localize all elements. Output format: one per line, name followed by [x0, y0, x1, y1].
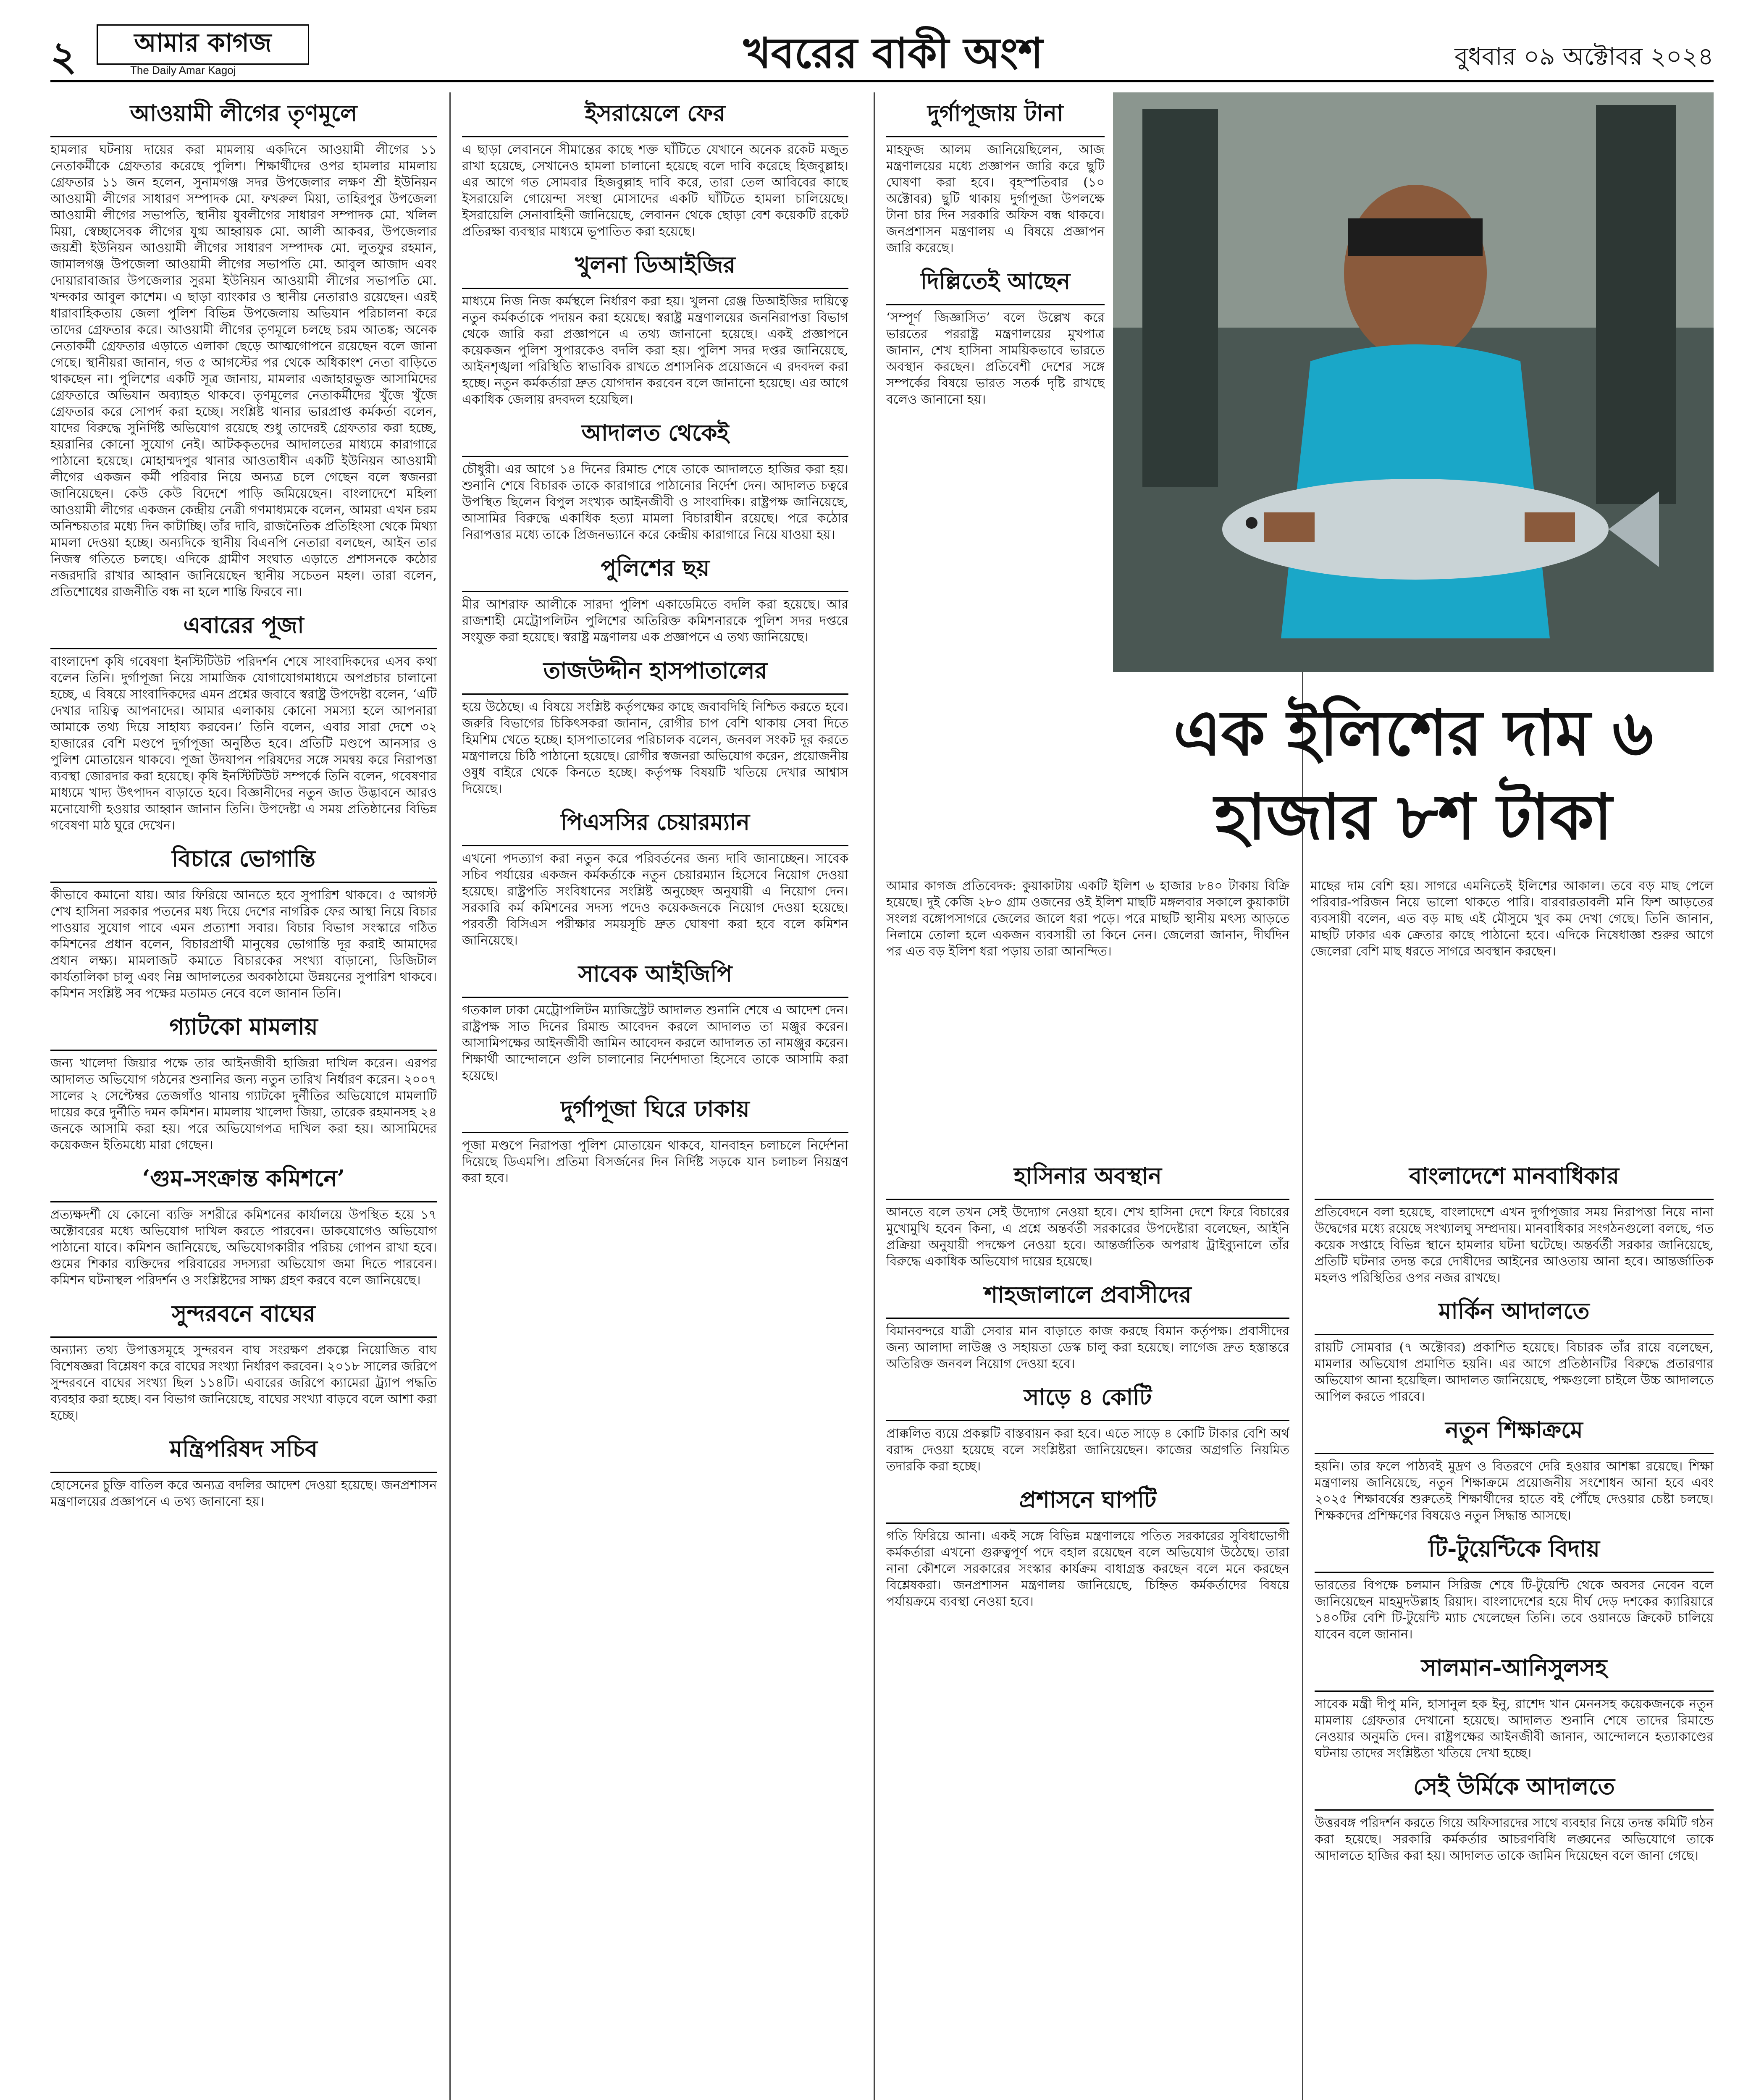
article-body: হয়নি। তার ফলে পাঠ্যবই মুদ্রণ ও বিতরণে দেরি হওয়ার আশঙ্কা রয়েছে। শিক্ষা মন্ত্রণালয় জানিয়েছে, নতুন শিক্ষাক্রমে প্রয়োজনীয় সংশোধন আনা হবে এবং ২০২৫ শিক্ষাবর্ষের শুরুতেই শিক্ষার্থীদের হাতে বই পৌঁছে দেওয়ার চেষ্টা চলছে। শিক্ষকদের প্রশিক্ষণের বিষয়েও নতুন সিদ্ধান্ত আসছে।	[1315, 1459, 1714, 1523]
article-vicar	[50, 841, 437, 1002]
article-body: প্রতিবেদনে বলা হয়েছে, বাংলাদেশে এখন দুর্গাপূজার সময় নিরাপত্তা নিয়ে নানা উদ্বেগের মধ্যে রয়েছে সংখ্যালঘু সম্প্রদায়। মানবাধিকার সংগঠনগুলো বলছে, গত কয়েক সপ্তাহে বিভিন্ন স্থানে হামলার ঘটনা ঘটেছে। অন্তর্বর্তী সরকার জানিয়েছে, প্রতিটি ঘটনার তদন্ত করে দোষীদের আইনের আওতায় আনা হবে। আন্তর্জাতিক মহলও পরিস্থিতির ওপর নজর রাখছে।	[1315, 1205, 1714, 1285]
column-rule	[874, 92, 875, 2100]
article-title: দুর্গাপূজা ঘিরে ঢাকায়	[462, 1092, 848, 1133]
article-body: হয়ে উঠেছে। এ বিষয়ে সংশ্লিষ্ট কর্তৃপক্ষের কাছে জবাবদিহি নিশ্চিত করতে হবে। জরুরি বিভাগের চিকিৎসকরা জানান, রোগীর চাপ বেশি থাকায় সেবা দিতে হিমশিম খেতে হচ্ছে। হাসপাতালের পরিচালক বলেন, জনবল সংকট দূর করতে মন্ত্রণালয়ে চিঠি পাঠানো হয়েছে। রোগীর স্বজনরা অভিযোগ করেন, প্রয়োজনীয় ওষুধ বাইরে থেকে কিনতে হচ্ছে। কর্তৃপক্ষ বিষয়টি খতিয়ে দেখার আশ্বাস দিয়েছে।	[462, 700, 848, 796]
article-awami	[50, 96, 437, 600]
article-title: তাজউদ্দীন হাসপাতালের	[462, 653, 848, 695]
article-title: খুলনা ডিআইজির	[462, 247, 848, 289]
article-body: আমার কাগজ প্রতিবেদক: কুয়াকাটায় একটি ইলিশ ৬ হাজার ৮৪০ টাকায় বিক্রি হয়েছে। দুই কেজি ২৮০ গ্রাম ওজনের ওই ইলিশ মাছটি মঙ্গলবার সকালে কুয়াকাটা সংলগ্ন বঙ্গোপসাগরে জেলের জালে ধরা পড়ে। পরে মাছটি স্থানীয় মৎস্য আড়তে নিলামে তোলা হলে একজন ব্যবসায়ী তা কিনে নেন। জেলেরা জানান, দীর্ঘদিন পর এত বড় ইলিশ ধরা পড়ায় তারা আনন্দিত।	[886, 879, 1289, 959]
article-ilish	[886, 878, 1714, 1147]
article-body: রায়টি সোমবার (৭ অক্টোবর) প্রকাশিত হয়েছে। বিচারক তাঁর রায়ে বলেছেন, মামলার অভিযোগ প্রমাণিত হয়নি। এর আগে প্রতিষ্ঠানটির বিরুদ্ধে প্রতারণার অভিযোগ আনা হয়েছিল। আদালত জানিয়েছে, পক্ষগুলো চাইলে উচ্চ আদালতে আপিল করতে পারবে।	[1315, 1340, 1714, 1404]
article-body: চৌধুরী। এর আগে ১৪ দিনের রিমান্ড শেষে তাকে আদালতে হাজির করা হয়। শুনানি শেষে বিচারক তাকে কারাগারে পাঠানোর নির্দেশ দেন। আদালত চত্বরে উপস্থিত ছিলেন বিপুল সংখ্যক আইনজীবী ও সাংবাদিক। রাষ্ট্রপক্ষ জানিয়েছে, আসামির বিরুদ্ধে একাধিক হত্যা মামলা বিচারাধীন রয়েছে। পরে কঠোর নিরাপত্তার মধ্যে তাকে প্রিজনভ্যানে করে কেন্দ্রীয় কারাগারে নিয়ে যাওয়া হয়।	[462, 462, 848, 542]
article-body: প্রত্যক্ষদর্শী যে কোনো ব্যক্তি সশরীরে কমিশনের কার্যালয়ে উপস্থিত হয়ে ১৭ অক্টোবরের মধ্যে অভিযোগ দাখিল করতে পারবেন। ডাকযোগেও অভিযোগ পাঠানো যাবে। কমিশন জানিয়েছে, অভিযোগকারীর পরিচয় গোপন রাখা হবে। গুমের শিকার ব্যক্তিদের পরিবারের সদস্যরা অভিযোগ জমা দিতে পারবেন। কমিশন ঘটনাস্থল পরিদর্শন ও সংশ্লিষ্টদের সাক্ষ্য গ্রহণ করবে বলে জানিয়েছে।	[50, 1208, 437, 1288]
article-police	[462, 551, 848, 646]
article-prasason	[886, 1482, 1289, 1610]
article-manab	[1315, 1158, 1714, 1286]
article-durgapuja-tana	[886, 96, 1105, 256]
article-pesc	[462, 805, 848, 949]
article-body: মাধ্যমে নিজ নিজ কর্মস্থলে নির্ধারণ করা হয়। খুলনা রেঞ্জ ডিআইজির দায়িত্বে নতুন কর্মকর্তাকে পদায়ন করা হয়েছে। স্বরাষ্ট্র মন্ত্রণালয়ের জননিরাপত্তা বিভাগ থেকে জারি করা প্রজ্ঞাপনে এ তথ্য জানানো হয়েছে। একই প্রজ্ঞাপনে কয়েকজন পুলিশ সুপারকেও বদলি করা হয়। পুলিশ সদর দপ্তর জানিয়েছে, আইনশৃঙ্খলা পরিস্থিতি স্বাভাবিক রাখতে প্রশাসনিক প্রয়োজনে এ রদবদল করা হচ্ছে। নতুন কর্মকর্তারা দ্রুত যোগদান করবেন বলে জানানো হয়েছে। এর আগে একাধিক জেলায় রদবদল হয়েছিল।	[462, 294, 848, 407]
article-tajuddin	[462, 653, 848, 797]
article-title: বিচারে ভোগান্তি	[50, 841, 437, 883]
article-body: পূজা মণ্ডপে নিরাপত্তা পুলিশ মোতায়েন থাকবে, যানবাহন চলাচলে নির্দেশনা দিয়েছে ডিএমপি। প্রতিমা বিসর্জনের দিন নির্দিষ্ট সড়কে যান চলাচল নিয়ন্ত্রণ করা হবে।	[462, 1138, 848, 1186]
column-2	[462, 92, 848, 2100]
article-body: এখনো পদত্যাগ করা নতুন করে পরিবর্তনের জন্য দাবি জানাচ্ছেন। সাবেক সচিব পর্যায়ের একজন কর্মকর্তাকে নতুন চেয়ারম্যান হিসেবে নিয়োগ দেওয়া হয়েছে। রাষ্ট্রপতি সংবিধানের সংশ্লিষ্ট অনুচ্ছেদ অনুযায়ী এ নিয়োগ দেন। সরকারি কর্ম কমিশনের সদস্য পদেও কয়েকজনকে নিয়োগ দেওয়া হয়েছে। পরবর্তী বিসিএস পরীক্ষার সময়সূচি দ্রুত ঘোষণা করা হবে বলে কমিশন জানিয়েছে।	[462, 851, 848, 948]
article-title: সেই উর্মিকে আদালতে	[1315, 1769, 1714, 1811]
article-body: প্রাক্কলিত ব্যয়ে প্রকল্পটি বাস্তবায়ন করা হবে। এতে সাড়ে ৪ কোটি টাকার বেশি অর্থ বরাদ্দ দেওয়া হয়েছে বলে সংশ্লিষ্টরা জানিয়েছেন। কাজের অগ্রগতি নিয়মিত তদারকি করা হচ্ছে।	[886, 1426, 1289, 1474]
fisherman-hilsa-photo	[1113, 92, 1714, 672]
article-t20	[1315, 1531, 1714, 1643]
article-gum	[50, 1161, 437, 1289]
article-hasina	[886, 1158, 1289, 1270]
column-3-top	[886, 92, 1105, 869]
article-body: ‘সম্পূর্ণ জিজ্ঞাসিত’ বলে উল্লেখ করে ভারতের পররাষ্ট্র মন্ত্রণালয়ের মুখপাত্র জানান, শেখ হাসিনা সাময়িকভাবে ভারতে অবস্থান করছেন। প্রতিবেশী দেশের সঙ্গে সম্পর্কের বিষয়ে ভারত সতর্ক দৃষ্টি রাখছে বলেও জানানো হয়।	[886, 310, 1105, 407]
article-title: এবারের পূজা	[50, 608, 437, 649]
article-body: সাবেক মন্ত্রী দীপু মনি, হাসানুল হক ইনু, রাশেদ খান মেননসহ কয়েকজনকে নতুন মামলায় গ্রেফতার দেখানো হয়েছে। আদালত শুনানি শেষে তাদের রিমান্ডে নেওয়ার অনুমতি দেন। রাষ্ট্রপক্ষের আইনজীবী জানান, আন্দোলনে হত্যাকাণ্ডের ঘটনায় তাদের সংশ্লিষ্টতা খতিয়ে দেখা হচ্ছে।	[1315, 1697, 1714, 1761]
article-body: ভারতের বিপক্ষে চলমান সিরিজ শেষে টি-টুয়েন্টি থেকে অবসর নেবেন বলে জানিয়েছেন মাহমুদউল্লাহ রিয়াদ। বাংলাদেশের হয়ে দীর্ঘ দেড় দশকের ক্যারিয়ারে ১৪০টির বেশি টি-টুয়েন্টি ম্যাচ খেলেছেন তিনি। তবে ওয়ানডে ক্রিকেট চালিয়ে যাবেন বলে জানান।	[1315, 1578, 1714, 1642]
newspaper-logo: আমার কাগজ	[97, 24, 309, 65]
article-title: ‘গুম-সংক্রান্ত কমিশনে’	[50, 1161, 437, 1202]
article-title: শাহজালালে প্রবাসীদের	[886, 1277, 1289, 1319]
article-salman	[1315, 1650, 1714, 1761]
article-title: পুলিশের ছয়	[462, 551, 848, 592]
article-body: আনতে বলে তখন সেই উদ্যোগ নেওয়া হবে। শেখ হাসিনা দেশে ফিরে বিচারের মুখোমুখি হবেন কিনা, এ প্রশ্নে অন্তর্বর্তী সরকারের উপদেষ্টারা বলেছেন, আইনি প্রক্রিয়া অনুযায়ী পদক্ষেপ নেওয়া হবে। আন্তর্জাতিক অপরাধ ট্রাইব্যুনালে তাঁর বিরুদ্ধে একাধিক অভিযোগ দায়ের হয়েছে।	[886, 1205, 1289, 1269]
article-title: নতুন শিক্ষাক্রমে	[1315, 1412, 1714, 1454]
article-body: উত্তরবঙ্গ পরিদর্শন করতে গিয়ে অফিসারদের সাথে ব্যবহার নিয়ে তদন্ত কমিটি গঠন করা হয়েছে। সরকারি কর্মকর্তার আচরণবিধি লঙ্ঘনের অভিযোগে তাকে আদালতে হাজির করা হয়। আদালত তাকে জামিন দিয়েছেন বলে জানা গেছে।	[1315, 1816, 1714, 1863]
article-gatko	[50, 1009, 437, 1153]
logo-subtitle: The Daily Amar Kagoj	[130, 64, 236, 76]
article-sare4	[886, 1380, 1289, 1475]
article-title: বাংলাদেশে মানবাধিকার	[1315, 1158, 1714, 1200]
article-title: মন্ত্রিপরিষদ সচিব	[50, 1431, 437, 1473]
article-title: দিল্লিতেই আছেন	[886, 264, 1105, 305]
column-1	[50, 92, 437, 2100]
article-title: হাসিনার অবস্থান	[886, 1158, 1289, 1200]
column-rule	[449, 92, 451, 2100]
issue-date: বুধবার ০৯ অক্টোবর ২০২৪	[1454, 42, 1714, 71]
article-title: সাড়ে ৪ কোটি	[886, 1380, 1289, 1421]
article-title: পিএসসির চেয়ারম্যান	[462, 805, 848, 846]
article-shiksha	[1315, 1412, 1714, 1524]
article-title: টি-টুয়েন্টিকে বিদায়	[1315, 1531, 1714, 1573]
article-body: গতি ফিরিয়ে আনা। একই সঙ্গে বিভিন্ন মন্ত্রণালয়ে পতিত সরকারের সুবিধাভোগী কর্মকর্তারা এখনো গুরুত্বপূর্ণ পদে বহাল রয়েছেন বলে অভিযোগ উঠেছে। তারা নানা কৌশলে সরকারের সংস্কার কার্যক্রম বাধাগ্রস্ত করছেন বলে মনে করছেন বিশ্লেষকরা। জনপ্রশাসন মন্ত্রণালয় জানিয়েছে, চিহ্নিত কর্মকর্তাদের বিষয়ে পর্যায়ক্রমে ব্যবস্থা নেওয়া হবে।	[886, 1529, 1289, 1609]
hilsa-photo-illustration	[1113, 92, 1714, 672]
main-headline: এক ইলিশের দাম ৬ হাজার ৮শ টাকা	[1173, 696, 1654, 854]
article-body: বাংলাদেশ কৃষি গবেষণা ইনস্টিটিউট পরিদর্শন শেষে সাংবাদিকদের এসব কথা বলেন তিনি। দুর্গাপূজা নিয়ে সামাজিক যোগাযোগমাধ্যমে অপপ্রচার চালানো হচ্ছে, এ বিষয়ে সাংবাদিকদের এমন প্রশ্নের জবাবে স্বরাষ্ট্র উপদেষ্টা বলেন, ‘এটি দেখার দায়িত্ব আপনাদের। আমার এলাকায় কোনো সমস্যা হলে আপনারা আমাকে তথ্য দিয়ে সাহায্য করবেন।’ তিনি বলেন, এবার সারা দেশে ৩২ হাজারের বেশি মণ্ডপে দুর্গাপূজা অনুষ্ঠিত হবে। প্রতিটি মণ্ডপে আনসার ও পুলিশ মোতায়েন থাকবে। পূজা উদযাপন পরিষদের সঙ্গে সমন্বয় করে নিরাপত্তা ব্যবস্থা জোরদার করা হয়েছে। কৃষি ইনস্টিটিউট সম্পর্কে তিনি বলেন, গবেষণার মাধ্যমে খাদ্য উৎপাদন বাড়াতে হবে। বিজ্ঞানীদের নতুন জাত উদ্ভাবনে আরও মনোযোগী হওয়ার আহ্বান জানান তিনি। উপদেষ্টা এ সময় প্রতিষ্ঠানের বিভিন্ন গবেষণা মাঠ ঘুরে দেখেন।	[50, 654, 437, 833]
article-title: দুর্গাপূজায় টানা	[886, 96, 1105, 137]
article-body: মীর আশরাফ আলীকে সারদা পুলিশ একাডেমিতে বদলি করা হয়েছে। আর রাজশাহী মেট্রোপলিটন পুলিশের অতিরিক্ত কমিশনারকে পুলিশ সদর দপ্তরে সংযুক্ত করা হয়েছে। স্বরাষ্ট্র মন্ত্রণালয় এক প্রজ্ঞাপনে এ তথ্য জানিয়েছে।	[462, 597, 848, 645]
article-title: সালমান-আনিসুলসহ	[1315, 1650, 1714, 1692]
article-title: প্রশাসনে ঘাপটি	[886, 1482, 1289, 1524]
article-durgapuja-dhaka	[462, 1092, 848, 1186]
article-mantri	[50, 1431, 437, 1510]
article-body: মাহফুজ আলম জানিয়েছিলেন, আজ মন্ত্রণালয়ের মধ্যে প্রজ্ঞাপন জারি করে ছুটি ঘোষণা করা হবে। বৃহস্পতিবার (১০ অক্টোবর) ছুটি থাকায় দুর্গাপূজা উপলক্ষে টানা চার দিন সরকারি অফিস বন্ধ থাকবে। জনপ্রশাসন মন্ত্রণালয় এ বিষয়ে প্রজ্ঞাপন জারি করেছে।	[886, 142, 1105, 255]
section-title: খবরের বাকী অংশ	[743, 28, 1043, 78]
article-body: গতকাল ঢাকা মেট্রোপলিটন ম্যাজিস্ট্রেট আদালত শুনানি শেষে এ আদেশ দেন। রাষ্ট্রপক্ষ সাত দিনের রিমান্ড আবেদন করলে আদালত তা মঞ্জুর করেন। আসামিপক্ষের আইনজীবী জামিন আবেদন করলে আদালত তা নামঞ্জুর করেন। শিক্ষার্থী আন্দোলনে গুলি চালানোর নির্দেশদাতা হিসেবে তাকে আসামি করা হয়েছে।	[462, 1003, 848, 1083]
article-body: মাছের দাম বেশি হয়। সাগরে এমনিতেই ইলিশের আকাল। তবে বড় মাছ পেলে পরিবার-পরিজন নিয়ে ভালো থাকতে পারি। বারবারতাবলী মনি ফিশ আড়তের ব্যবসায়ী বলেন, এত বড় মাছ এই মৌসুমে খুব কম দেখা গেছে। তিনি জানান, মাছটি ঢাকার এক ক্রেতার কাছে পাঠানো হবে। এদিকে নিষেধাজ্ঞা শুরুর আগে জেলেরা বেশি মাছ ধরতে সাগরে অবস্থান করছেন।	[1310, 879, 1714, 959]
article-delhi	[886, 264, 1105, 408]
article-adalat	[462, 415, 848, 543]
article-israel	[462, 96, 848, 240]
article-body: কীভাবে কমানো যায়। আর ফিরিয়ে আনতে হবে সুপারিশ থাকবে। ৫ আগস্ট শেখ হাসিনা সরকার পতনের মধ্য দিয়ে দেশের নাগরিক ফের আস্থা নিয়ে বিচার পাওয়ার সুযোগ পাবে এমন প্রত্যাশা সবার। বিচার বিভাগ সংস্কারে গঠিত কমিশনের প্রধান বলেন, বিচারপ্রার্থী মানুষের ভোগান্তি দূর করাই আমাদের প্রধান লক্ষ্য। মামলাজট কমাতে বিচারকের সংখ্যা বাড়ানো, ডিজিটাল কার্যতালিকা চালু এবং নিম্ন আদালতের অবকাঠামো উন্নয়নের সুপারিশ থাকবে। কমিশন সংশ্লিষ্ট সব পক্ষের মতামত নেবে বলে জানান তিনি।	[50, 888, 437, 1001]
article-igp	[462, 956, 848, 1084]
masthead	[50, 17, 1714, 82]
article-shahjalal	[886, 1277, 1289, 1372]
article-body: এ ছাড়া লেবাননে সীমান্তের কাছে শক্ত ঘাঁটিতে যেখানে অনেক রকেট মজুত রাখা হয়েছে, সেখানেও হামলা চালানো হয়েছে বলে দাবি করেছে হিজবুল্লাহ। এর আগে গত সোমবার হিজবুল্লাহ দাবি করে, তারা তেল আবিবের কাছে ইসরায়েলি গোয়েন্দা সংস্থা মোসাদের একটি ঘাঁটিতে হামলা চালিয়েছে। ইসরায়েলি সেনাবাহিনী জানিয়েছে, লেবানন থেকে ছোড়া বেশ কয়েকটি রকেট প্রতিরক্ষা ব্যবস্থার মাধ্যমে ভূপাতিত করা হয়েছে।	[462, 142, 848, 239]
article-title: গ্যাটকো মামলায়	[50, 1009, 437, 1051]
article-marquin	[1315, 1294, 1714, 1405]
article-title: সাবেক আইজিপি	[462, 956, 848, 998]
article-title: আদালত থেকেই	[462, 415, 848, 457]
article-body: হোসেনের চুক্তি বাতিল করে অন্যত্র বদলির আদেশ দেওয়া হয়েছে। জনপ্রশাসন মন্ত্রণালয়ের প্রজ্ঞাপনে এ তথ্য জানানো হয়।	[50, 1478, 437, 1509]
article-body: জন্য খালেদা জিয়ার পক্ষে তার আইনজীবী হাজিরা দাখিল করেন। এরপর আদালত অভিযোগ গঠনের শুনানির জন্য নতুন তারিখ নির্ধারণ করেন। ২০০৭ সালের ২ সেপ্টেম্বর তেজগাঁও থানায় গ্যাটকো দুর্নীতির অভিযোগে মামলাটি দায়ের করে দুর্নীতি দমন কমিশন। মামলায় খালেদা জিয়া, তারেক রহমানসহ ২৪ জনকে আসামি করা হয়। পরে অভিযোগপত্র দাখিল করা হয়। আসামিদের কয়েকজন ইতিমধ্যে মারা গেছেন।	[50, 1056, 437, 1152]
article-body: বিমানবন্দরে যাত্রী সেবার মান বাড়াতে কাজ করছে বিমান কর্তৃপক্ষ। প্রবাসীদের জন্য আলাদা লাউঞ্জ ও সহায়তা ডেস্ক চালু করা হয়েছে। লাগেজ দ্রুত হস্তান্তরে অতিরিক্ত জনবল নিয়োগ দেওয়া হবে।	[886, 1324, 1289, 1371]
article-sundarban	[50, 1296, 437, 1424]
article-title: আওয়ামী লীগের তৃণমূলে	[50, 96, 437, 137]
article-title: সুন্দরবনে বাঘের	[50, 1296, 437, 1338]
article-umik	[1315, 1769, 1714, 1864]
article-body: হামলার ঘটনায় দায়ের করা মামলায় একদিনে আওয়ামী লীগের ১১ নেতাকর্মীকে গ্রেফতার করেছে পুলিশ। শিক্ষার্থীদের ওপর হামলার মামলায় গ্রেফতার ১১ জন হলেন, সুনামগঞ্জ সদর উপজেলার লক্ষণ শ্রী ইউনিয়ন আওয়ামী লীগের সাধারণ সম্পাদক মো. ফখরুল মিয়া, তাহিরপুর উপজেলা আওয়ামী লীগের সভাপতি, স্থানীয় যুবলীগের সাধারণ সম্পাদক মো. খলিল মিয়া, স্বেচ্ছাসেবক লীগের যুগ্ম আহ্বায়ক মো. আলী আকবর, উপজেলার জয়শ্রী ইউনিয়ন আওয়ামী লীগের সাধারণ সম্পাদক মো. লুতফুর রহমান, জামালগঞ্জ উপজেলা আওয়ামী লীগের সভাপতি মো. আবুল আজাদ এবং দোয়ারাবাজার উপজেলার সুরমা ইউনিয়ন আওয়ামী লীগের সভাপতি মো. খন্দকার আবুল কাশেম। এ ছাড়া ব্যাংকার ও স্থানীয় নেতারাও রয়েছেন। এরই ধারাবাহিকতায় জেলা পুলিশ বিভিন্ন উপজেলায় অভিযান পরিচালনা করে তাদের গ্রেফতার করে। আওয়ামী লীগের তৃণমূলে চলছে চরম আতঙ্ক; অনেক নেতাকর্মী গ্রেফতার এড়াতে এলাকা ছেড়ে আত্মগোপনে রয়েছেন বলে জানা গেছে। স্থানীয়রা জানান, গত ৫ আগস্টের পর থেকে অধিকাংশ নেতা বাড়িতে থাকছেন না। পুলিশের একটি সূত্র জানায়, মামলার এজাহারভুক্ত আসামিদের গ্রেফতারে অভিযান অব্যাহত থাকবে। তৃণমূলের নেতাকর্মীদের খুঁজে খুঁজে গ্রেফতার করে সোপর্দ করা হচ্ছে। সংশ্লিষ্ট থানার ভারপ্রাপ্ত কর্মকর্তা বলেন, যাদের বিরুদ্ধে সুনির্দিষ্ট অভিযোগ রয়েছে শুধু তাদেরই গ্রেফতার করা হচ্ছে, হয়রানির কোনো সুযোগ নেই। আটককৃতদের আদালতের মাধ্যমে কারাগারে পাঠানো হয়েছে। মোহাম্মদপুর থানার আওতাধীন একটি ইউনিয়ন আওয়ামী লীগের একজন কর্মী পরিবার নিয়ে অন্যত্র চলে গেছেন বলে স্বজনরা জানিয়েছেন। কেউ কেউ বিদেশে পাড়ি জমিয়েছেন। বাংলাদেশে মহিলা আওয়ামী লীগের একজন কেন্দ্রীয় নেত্রী গণমাধ্যমকে বলেন, আমরা এখন চরম অনিশ্চয়তার মধ্যে দিন কাটাচ্ছি। তাঁর দাবি, রাজনৈতিক প্রতিহিংসা থেকে মিথ্যা মামলা দেওয়া হচ্ছে। অন্যদিকে স্থানীয় বিএনপি নেতারা বলছেন, আইন তার নিজস্ব গতিতে চলছে। এদিকে গ্রামীণ সংঘাত এড়াতে প্রশাসনকে কঠোর নজরদারি রাখার আহ্বান জানিয়েছেন স্থানীয় সচেতন মহল। তারা বলেন, প্রতিশোধের রাজনীতি বন্ধ না হলে শান্তি ফিরবে না।	[50, 142, 437, 599]
article-puja	[50, 608, 437, 834]
article-title: মার্কিন আদালতে	[1315, 1294, 1714, 1335]
column-3-bottom	[886, 1155, 1289, 2100]
column-4-bottom	[1315, 1155, 1714, 2100]
article-khulna	[462, 247, 848, 408]
page-number: ২	[50, 32, 77, 80]
article-title: ইসরায়েলে ফের	[462, 96, 848, 137]
article-body: অন্যান্য তথ্য উপাত্তসমূহে সুন্দরবন বাঘ সংরক্ষণ প্রকল্পে নিয়োজিত বাঘ বিশেষজ্ঞরা বিশ্লেষণ করে বাঘের সংখ্যা নির্ধারণ করবেন। ২০১৮ সালের জরিপে সুন্দরবনে বাঘের সংখ্যা ছিল ১১৪টি। এবারের জরিপে ক্যামেরা ট্র্যাপ পদ্ধতি ব্যবহার করা হচ্ছে। বন বিভাগ জানিয়েছে, বাঘের সংখ্যা বাড়বে বলে আশা করা হচ্ছে।	[50, 1343, 437, 1423]
